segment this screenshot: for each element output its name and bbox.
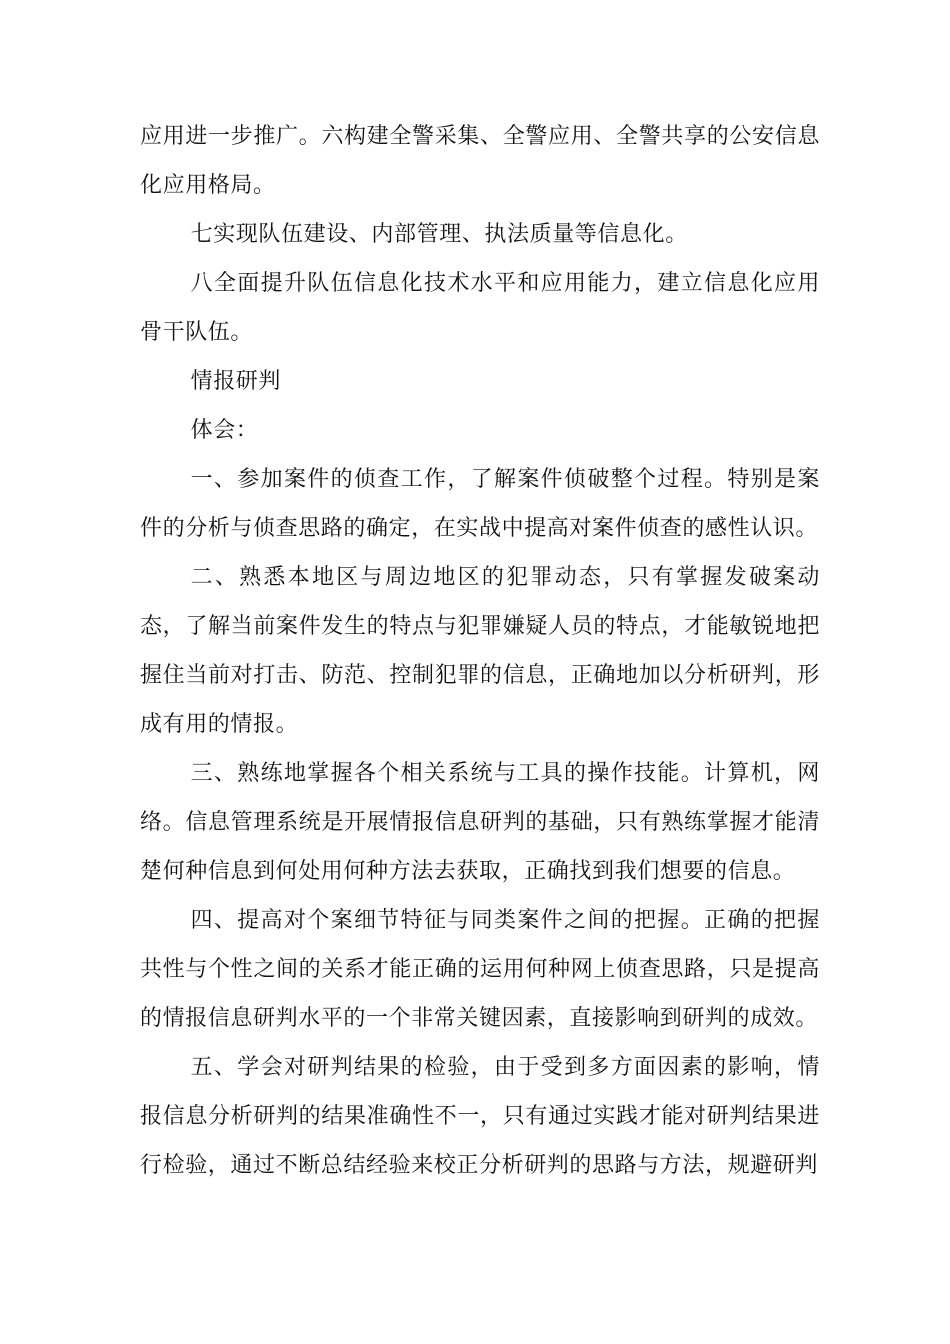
paragraph-1: 应用进一步推广。六构建全警采集、全警应用、全警共享的公安信息化应用格局。 (140, 124, 820, 198)
section-heading: 情报研判 (190, 369, 281, 394)
paragraph-point-5: 五、学会对研判结果的检验，由于受到多方面因素的影响，情报信息分析研判的结果准确性不一，只有通过实践才能对研判结果进行检验，通过不断总结经验来校正分析研判的思路与方法，规避研判 (140, 1055, 820, 1178)
paragraph-3: 八全面提升队伍信息化技术水平和应用能力，建立信息化应用骨干队伍。 (140, 271, 820, 345)
paragraph-point-1: 一、参加案件的侦查工作，了解案件侦破整个过程。特别是案件的分析与侦查思路的确定，在实战中提高对案件侦查的感性认识。 (140, 467, 820, 541)
paragraph-point-2: 二、熟悉本地区与周边地区的犯罪动态，只有掌握发破案动态，了解当前案件发生的特点与犯罪嫌疑人员的特点，才能敏锐地把握住当前对打击、防范、控制犯罪的信息，正确地加以分析研判，形成有用的情报。 (140, 565, 820, 737)
subheading: 体会： (190, 418, 259, 443)
paragraph-point-3: 三、熟练地掌握各个相关系统与工具的操作技能。计算机，网络。信息管理系统是开展情报信息研判的基础，只有熟练掌握才能清楚何种信息到何处用何种方法去获取，正确找到我们想要的信息。 (140, 761, 820, 884)
paragraph-2: 七实现队伍建设、内部管理、执法质量等信息化。 (190, 222, 688, 247)
paragraph-point-4: 四、提高对个案细节特征与同类案件之间的把握。正确的把握共性与个性之间的关系才能正确的运用何种网上侦查思路，只是提高的情报信息研判水平的一个非常关键因素，直接影响到研判的成效。 (140, 908, 820, 1031)
